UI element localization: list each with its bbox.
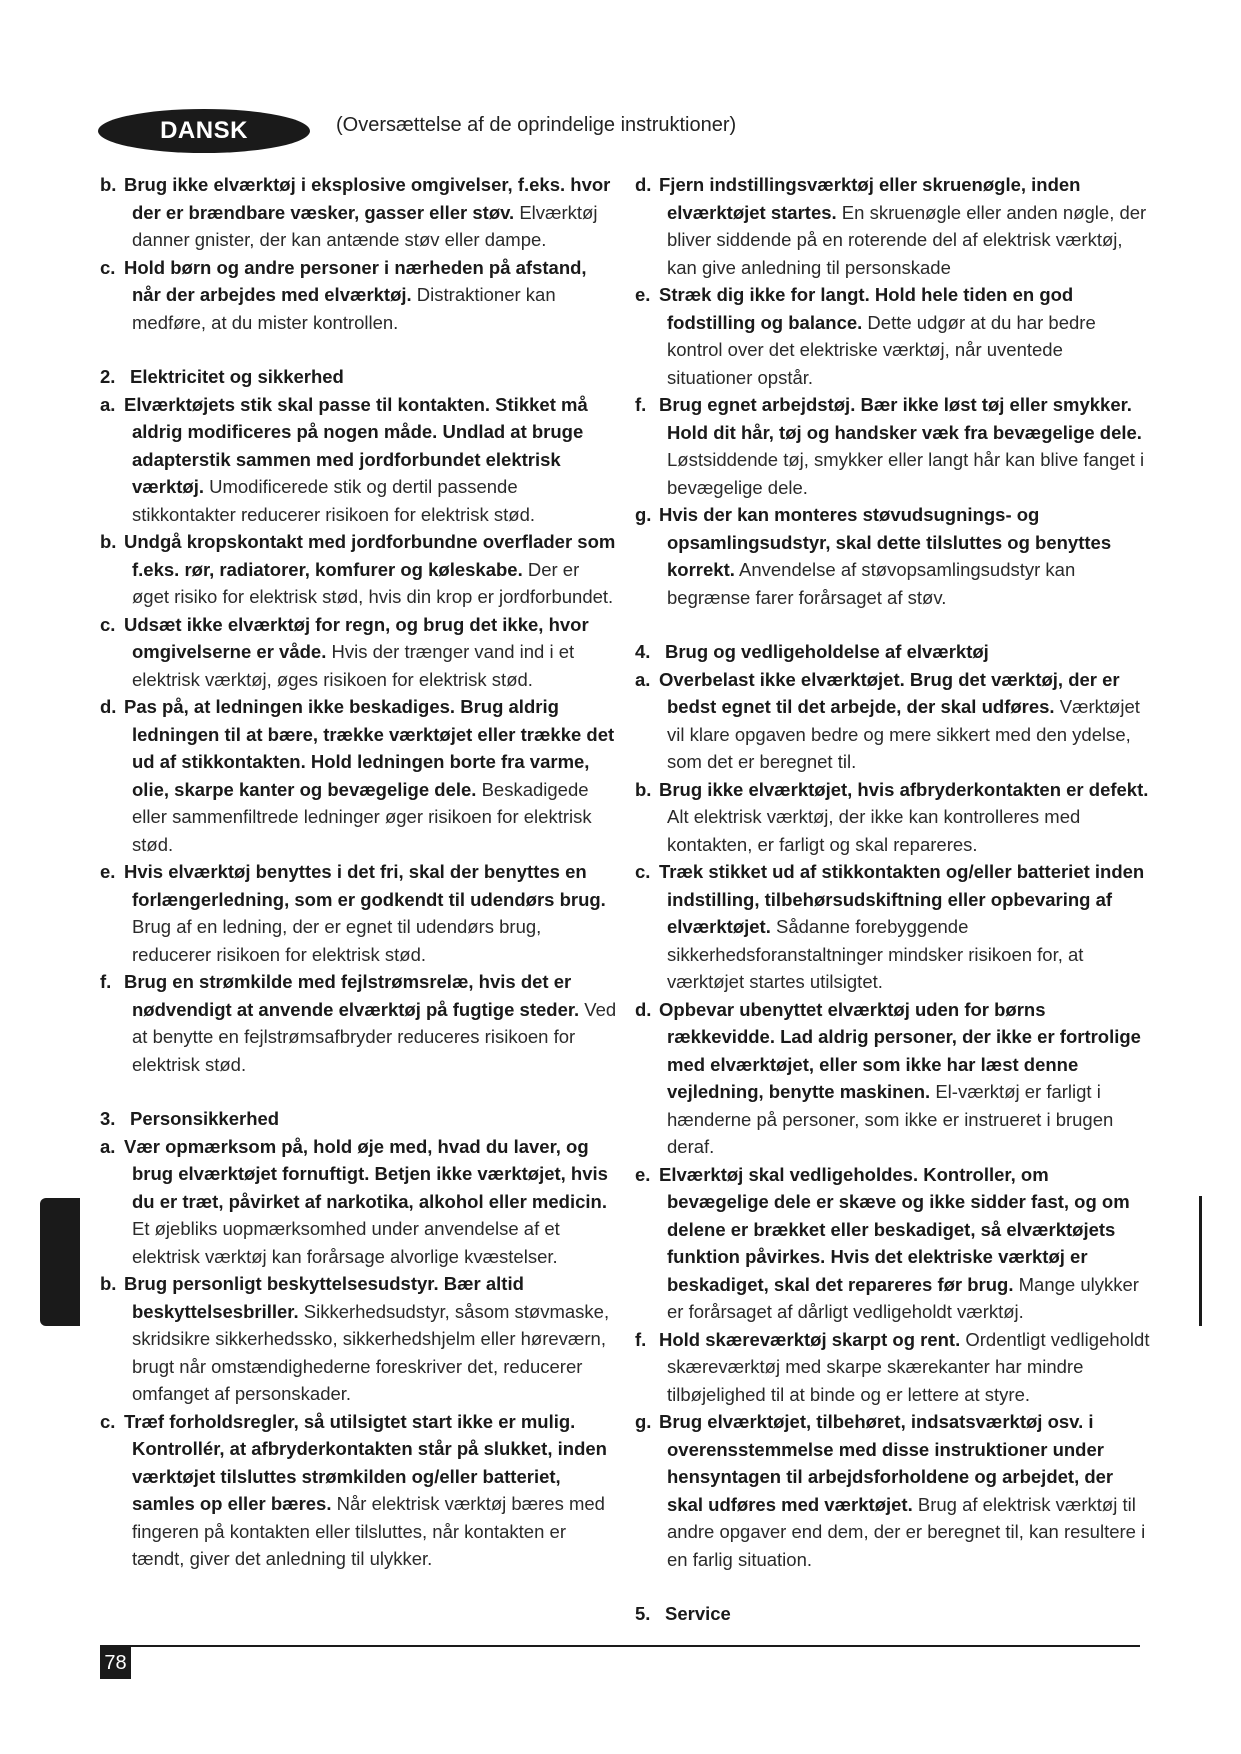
list-item: d. Pas på, at ledningen ikke beskadiges. Brug aldrig ledningen til at bære, trække værktøjet eller trække det ud af stikkontakten. Hold ledningen borte fra varme, olie, skarpe kanter og bevægelige dele. Beskadigede eller sammenfiltrede ledninger øger risikoen for elektrisk stød. bbox=[100, 696, 615, 855]
list-item: e. Stræk dig ikke for langt. Hold hele tiden en god fodstilling og balance. Dette udgør at du har bedre kontrol over det elektriske værktøj, når uventede situationer opstår. bbox=[635, 284, 1096, 388]
list-item: f. Brug egnet arbejdstøj. Bær ikke løst tøj eller smykker. Hold dit hår, tøj og handsker væk fra bevægelige dele. Løstsiddende tøj, smykker eller langt hår kan blive fanget i bevægelige dele. bbox=[635, 394, 1145, 498]
section-heading: 2. Elektricitet og sikkerhed bbox=[100, 366, 344, 387]
list-item: b. Brug ikke elværktøjet, hvis afbryderkontakten er defekt. Alt elektrisk værktøj, der ikke kan kontrolleres med kontakten, er farligt og skal repareres. bbox=[635, 778, 1149, 855]
language-side-tab bbox=[40, 1198, 80, 1326]
list-item: c. Træk stikket ud af stikkontakten og/eller batteriet inden indstilling, tilbehørsudskiftning eller opbevaring af elværktøjet. Sådanne forebyggende sikkerhedsforanstaltninger mindsker risikoen for, at værktøjet startes utilsigtet. bbox=[635, 861, 1145, 992]
list-item: c. Hold børn og andre personer i nærheden på afstand, når der arbejdes med elværktøj. Distraktioner kan medføre, at du mister kontrollen. bbox=[100, 256, 587, 333]
list-item: a. Elværktøjets stik skal passe til kontakten. Stikket må aldrig modificeres på nogen måde. Undlad at bruge adapterstik sammen med jordforbundet elektrisk værktøj. Umodificerede stik og dertil passende stikkontakter reducerer risikoen for elektrisk stød. bbox=[100, 393, 588, 525]
left-column bbox=[100, 171, 620, 1573]
page-number: 78 bbox=[100, 1647, 131, 1679]
list-item: g. Brug elværktøjet, tilbehøret, indsatsværktøj osv. i overensstemmelse med disse instruktioner under hensyntagen til arbejdsforholdene og arbejdet, der skal udføres med værktøjet. Brug af elektrisk værktøj til andre opgaver end dem, der er beregnet til, kan resultere i en farlig situation. bbox=[635, 1411, 1146, 1570]
list-item: c. Udsæt ikke elværktøj for regn, og brug det ikke, hvor omgivelserne er våde. Hvis der trænger vand ind i et elektrisk værktøj, øges risikoen for elektrisk stød. bbox=[100, 613, 589, 690]
right-column bbox=[635, 171, 1153, 1628]
list-item: e. Hvis elværktøj benyttes i det fri, skal der benyttes en forlængerledning, som er godkendt til udendørs brug. Brug af en ledning, der er egnet til udendørs brug, reducerer risikoen for elektrisk stød. bbox=[100, 861, 606, 965]
list-item: c. Træf forholdsregler, så utilsigtet start ikke er mulig. Kontrollér, at afbryderkontakten står på slukket, inden værktøjet tilsluttes strømkilden og/eller batteriet, samles op eller bæres. Når elektrisk værktøj bæres med fingeren på kontakten eller tilsluttes, når kontakten er tændt, giver det anledning til ulykker. bbox=[100, 1410, 607, 1569]
language-badge: DANSK bbox=[98, 109, 310, 153]
list-item: a. Vær opmærksom på, hold øje med, hvad du laver, og brug elværktøjet fornuftigt. Betjen ikke værktøjet, hvis du er træt, påvirket af narkotika, alkohol eller medicin. Et øjebliks uopmærksomhed under anvendelse af et elektrisk værktøj kan forårsage alvorlige kvæstelser. bbox=[100, 1135, 608, 1267]
footer-rule bbox=[100, 1645, 1140, 1647]
list-item: a. Overbelast ikke elværktøjet. Brug det værktøj, der er bedst egnet til det arbejde, der skal udføres. Værktøjet vil klare opgaven bedre og mere sikkert med den ydelse, som det er beregnet til. bbox=[635, 668, 1140, 772]
margin-bar bbox=[1199, 1196, 1202, 1326]
list-item: e. Elværktøj skal vedligeholdes. Kontroller, om bevægelige dele er skæve og ikke sidder fast, og om delene er brækket eller beskadiget, så elværktøjets funktion påvirkes. Hvis det elektriske værktøj er beskadiget, skal det repareres før brug. Mange ulykker er forårsaget af dårligt vedligeholdt værktøj. bbox=[635, 1163, 1139, 1322]
list-item: b. Brug ikke elværktøj i eksplosive omgivelser, f.eks. hvor der er brændbare væsker, gasser eller støv. Elværktøj danner gnister, der kan antænde støv eller dampe. bbox=[100, 174, 611, 250]
list-item: b. Undgå kropskontakt med jordforbundne overflader som f.eks. rør, radiatorer, komfurer og køleskabe. Der er øget risiko for elektrisk stød, hvis din krop er jordforbundet. bbox=[100, 531, 616, 607]
list-item: g. Hvis der kan monteres støvudsugnings- og opsamlingsudstyr, skal dette tilsluttes og benyttes korrekt. Anvendelse af støvopsamlingsudstyr kan begrænse farer forårsaget af støv. bbox=[635, 504, 1112, 608]
section-heading: 3. Personsikkerhed bbox=[100, 1108, 280, 1129]
list-item: d. Fjern indstillingsværktøj eller skruenøgle, inden elværktøjet startes. En skruenøgle eller anden nøgle, der bliver siddende på en roterende del af elektrisk værktøj, kan give anledning til personskade bbox=[635, 174, 1147, 278]
list-item: b. Brug personligt beskyttelsesudstyr. Bær altid beskyttelsesbriller. Sikkerhedsudstyr, såsom støvmaske, skridsikre sikkerhedssko, sikkerhedshjelm eller høreværn, brugt når omstændighederne foreskriver det, reducerer omfanget af personskader. bbox=[100, 1273, 610, 1404]
list-item: f. Brug en strømkilde med fejlstrømsrelæ, hvis det er nødvendigt at anvende elværktøj på fugtige steder. Ved at benytte en fejlstrømsafbryder reduceres risikoen for elektrisk stød. bbox=[100, 971, 617, 1075]
list-item: d. Opbevar ubenyttet elværktøj uden for børns rækkevidde. Lad aldrig personer, der ikke er fortrolige med elværktøjet, eller som ikke har læst denne vejledning, benytte maskinen. El-værktøj er farligt i hænderne på personer, som ikke er instrueret i brugen deraf. bbox=[635, 998, 1141, 1157]
list-item: f. Hold skæreværktøj skarpt og rent. Ordentligt vedligeholdt skæreværktøj med skarpe skærekanter har mindre tilbøjelighed til at binde og er lettere at styre. bbox=[635, 1328, 1150, 1405]
translation-note: (Oversættelse af de oprindelige instruktioner) bbox=[336, 114, 737, 136]
section-heading: 4. Brug og vedligeholdelse af elværktøj bbox=[635, 641, 989, 662]
section-heading: 5. Service bbox=[635, 1603, 731, 1624]
